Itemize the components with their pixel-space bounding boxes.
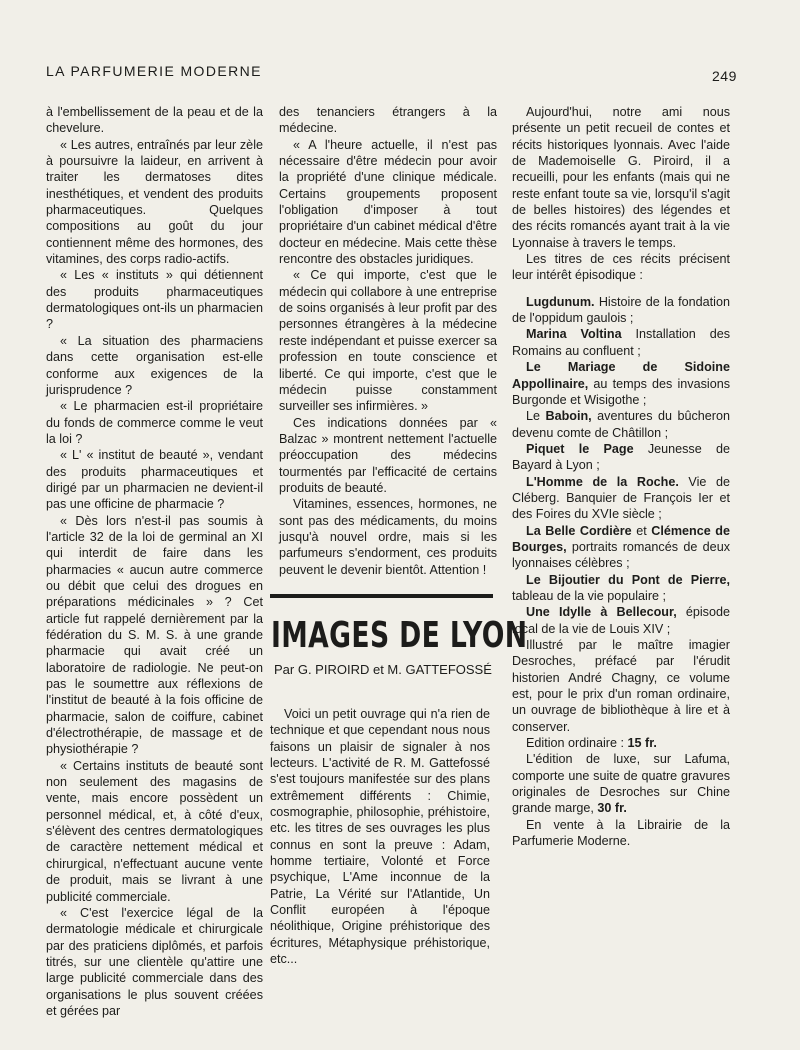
article-body: Voici un petit ouvrage qui n'a rien de technique et que cependant nous nous faisons un plaisir de signaler à nos lecteurs. L'activité de R. M. Gattefossé s'est toujours manifestée sur des plans extrêmement différents : Chimie, cosmographie, philosophie, préhistoire, etc. les titres de ses ouvrages les plus connus en sont la preuve : Adam, homme tertiaire, Volonté et Force psychique, L'Ame inconnue de la Patrie, La Vérité sur l'Atlantide, Un Conflit européen à l'époque néolithique, Origine préhistorique des écritures, Métaphysique préhistorique, etc... xyxy=(270,707,490,967)
list-item-text: Installation des Romains au confluent ; xyxy=(512,327,731,358)
paragraph: « Les « instituts » qui détiennent des produits pharmaceutiques dermatologiques ont-ils un pharmacien ? xyxy=(46,268,264,332)
paragraph: « A l'heure actuelle, il n'est pas nécessaire d'être médecin pour avoir la propriété d'une clinique médicale. Certains groupements proposent l'obligation d'imposer à tout propriétaire d'un cabinet médical d'être docteur en médecine. Mais cette thèse rencontre des obstacles juridiques. xyxy=(279,137,497,267)
paragraph: « Le pharmacien est-il propriétaire du fonds de commerce comme le veut la loi ? xyxy=(46,399,263,446)
list-item-prefix: Le xyxy=(526,409,546,424)
list-item-title: Clémence de Bourges, xyxy=(512,523,730,554)
article-byline: Par G. PIROIRD et M. GATTEFOSSÉ xyxy=(274,662,492,677)
list-item-title: Une Idylle à Bellecour, xyxy=(526,605,677,620)
list-item xyxy=(512,441,730,474)
list-item-title: L'Homme de la Roche. xyxy=(526,474,679,489)
list-item-text: portraits romancés de deux lyonnaises célèbres ; xyxy=(512,539,730,571)
paragraph: Les titres de ces récits précisent leur intérêt épisodique : xyxy=(512,252,730,283)
paragraph: Aujourd'hui, notre ami nous présente un petit recueil de contes et récits historiques lyonnais. Avec l'aide de Mademoiselle G. Piroird, il a recueilli, pour les enfants (mais qui ne reste enfant toute sa vie, lorsqu'il s'agit de belles histoires) des légendes et des récits romancés ayant trait à la vie Lyonnaise à travers le temps. xyxy=(512,105,730,250)
edition-luxe xyxy=(512,751,730,816)
list-item-text: Histoire de la fondation de l'oppidum gaulois ; xyxy=(512,294,730,326)
list-item-text: tableau de la vie populaire ; xyxy=(512,588,667,603)
article-title: IMAGES DE LYON xyxy=(271,615,528,656)
column-left xyxy=(46,104,263,1019)
paragraph: Ces indications données par « Balzac » montrent nettement l'actuelle préoccupation des médecins tourmentés par l'efficacité de certains produits de beauté. xyxy=(279,415,497,495)
list-item xyxy=(512,359,730,408)
luxe-price: 30 fr. xyxy=(597,801,627,816)
paragraph: « Les autres, entraînés par leur zèle à poursuivre la laideur, en arrivent à traiter les dermatoses dites inesthétiques, et vendent des produits pharmaceutiques. Quelques compositions au goût du jour contiennent même des hormones, des vitamines, des corps radio-actifs. xyxy=(46,137,263,267)
list-item-title: Marina Voltina xyxy=(526,327,622,342)
paragraph: « Dès lors n'est-il pas soumis à l'article 32 de la loi de germinal an XI qui interdit de faire dans les pharmacies « aucun autre commerce ou débit que celui des drogues en préparations médicinales » ? Cet article fut rappelé dernièrement par la fédération du S. M. S. à une grande pharmacie qui avait créé un laboratoire de radiologie. Ne peut-on pas le soumettre aux réflexions de l'institut de beauté à la fois officine de pharmacie, salon de coiffure, cabinet d'électrothérapie, de massage et de physiothérapie ? xyxy=(46,513,263,757)
running-header: LA PARFUMERIE MODERNE xyxy=(46,63,262,79)
list-item-title: Baboin, xyxy=(545,409,592,424)
column-middle-upper xyxy=(279,104,497,578)
paragraph: à l'embellissement de la peau et de la chevelure. xyxy=(46,105,263,136)
luxe-text: L'édition de luxe, sur Lafuma, comporte une suite de quatre gravures originales de Desroches sur Chine grande marge, xyxy=(512,752,730,816)
section-divider xyxy=(270,594,493,598)
list-item xyxy=(512,523,730,572)
paragraph: Illustré par le maître imagier Desroches, préfacé par l'érudit historien André Chagny, ce volume est, pour le prix d'un roman ordinaire, un ouvrage de bibliothèque à lire et à conserver. xyxy=(512,638,730,734)
paragraph: « La situation des pharmaciens dans cette organisation est-elle conforme aux exigences de la jurisprudence ? xyxy=(46,333,263,397)
edition-price: 15 fr. xyxy=(627,736,657,751)
list-item-text: Vie de Cléberg. Banquier de François Ier et des Foires du XVIe siècle ; xyxy=(512,474,731,522)
list-item xyxy=(512,572,730,605)
list-item xyxy=(512,604,730,637)
paragraph: « C'est l'exercice légal de la dermatologie médicale et chirurgicale par des praticiens diplômés, et parfois titrés, sur une clientèle qu'attire une large publicité commerciale dans des organisations le plus souvent créées et gérées par xyxy=(46,905,263,1018)
edition-label: Edition ordinaire : xyxy=(526,736,628,751)
sale-note: En vente à la Librairie de la Parfumerie Moderne. xyxy=(512,817,730,849)
list-item xyxy=(512,474,730,523)
list-item-title: Piquet le Page xyxy=(526,441,634,456)
edition-ordinary xyxy=(512,735,730,751)
column-middle-lower xyxy=(270,706,490,968)
list-item-text: au temps des invasions Burgonde et Wisigothe ; xyxy=(512,376,730,407)
list-item xyxy=(512,326,730,359)
paragraph: « Certains instituts de beauté sont non seulement des magasins de vente, mais encore possèdent un personnel médical, et, à côté d'eux, s'élèvent des centres dermatologiques de caractère nettement médical et chirurgical, n'effectuant aucune vente de produit, mais se livrant à une publicité commerciale. xyxy=(46,758,263,904)
list-item-text: Jeunesse de Bayard à Lyon ; xyxy=(512,441,730,473)
list-item-title: Lugdunum. xyxy=(526,294,595,309)
list-item-title: Le Bijoutier du Pont de Pierre, xyxy=(526,572,730,587)
list-item xyxy=(512,408,730,441)
paragraph: des tenanciers étrangers à la médecine. xyxy=(279,105,497,136)
paragraph: « L' « institut de beauté », vendant des produits pharmaceutiques et dirigé par un pharmacien ne devient-il pas une officine de pharmacie ? xyxy=(46,448,263,512)
list-item-text: et xyxy=(631,523,652,538)
column-right xyxy=(512,104,730,849)
list-item xyxy=(512,294,730,327)
list-item-text: aventures du bûcheron devenu comte de Châtillon ; xyxy=(512,409,730,440)
list-item-title: La Belle Cordière xyxy=(526,523,632,538)
list-item-text: épisode local de la vie de Louis XIV ; xyxy=(512,605,730,636)
paragraph: « Ce qui importe, c'est que le médecin qui collabore à une entreprise de soins organisés à leur profit par des personnes étrangères à la médecine reste indépendant et puisse exercer sa profession en toute conscience et liberté. Ce qui importe, c'est que le médecin puisse constamment surveiller ses infirmières. » xyxy=(279,268,497,414)
list-item-title: Le Mariage de Sidoine Appollinaire, xyxy=(512,360,730,391)
page-number: 249 xyxy=(712,68,737,84)
paragraph: Vitamines, essences, hormones, ne sont pas des médicaments, du moins jusqu'à nouvel ordre, mais si les parfumeurs s'endorment, ces produits peuvent le devenir bientôt. Attention ! xyxy=(279,497,497,577)
